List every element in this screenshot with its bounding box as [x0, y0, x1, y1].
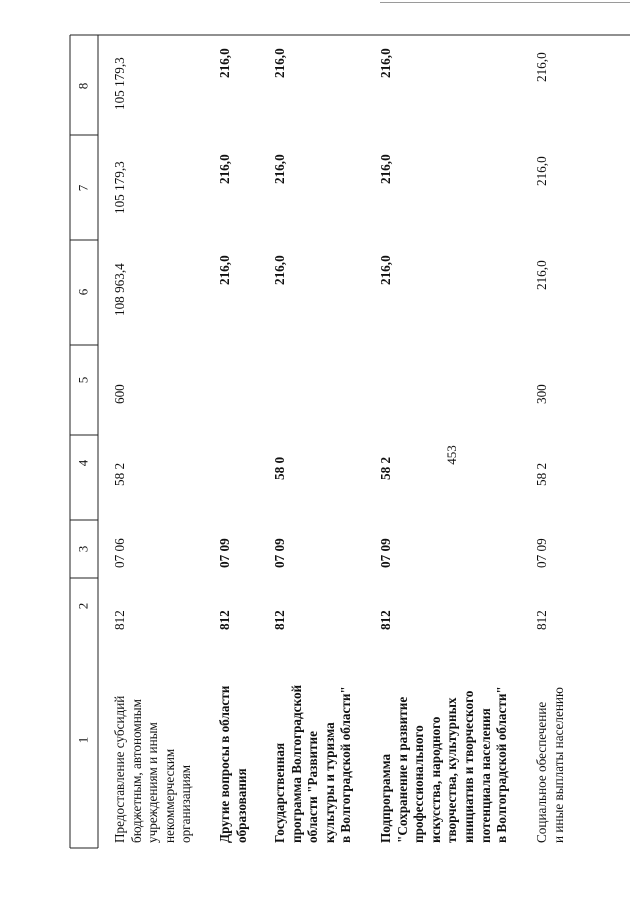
row-3-c3: 07 09 [378, 538, 393, 568]
row-3-c2: 812 [378, 610, 393, 630]
row-1-name [217, 686, 250, 843]
row-1-c7: 216,0 [217, 154, 232, 184]
row-1-name-line: образования [233, 768, 249, 843]
row-0-c4: 58 2 [112, 462, 127, 486]
row-0-c2: 812 [112, 610, 127, 630]
row-4-c8: 216,0 [534, 52, 549, 82]
row-2-name [272, 685, 355, 843]
row-3-c8: 216,0 [378, 48, 393, 78]
row-2-c8: 216,0 [272, 48, 287, 78]
row-3-c6: 216,0 [378, 255, 393, 285]
row-4-name-line: Социальное обеспечение [534, 701, 549, 843]
row-3-name-line: Подпрограмма [378, 753, 393, 843]
row-3-name-line: профессионального [411, 725, 427, 843]
header-col-6: 6 [75, 288, 91, 296]
row-0-name-line: организациям [178, 764, 194, 843]
row-0-name [112, 696, 195, 843]
header-col-7: 7 [75, 184, 91, 192]
row-1-name-line: Другие вопросы в области [217, 685, 232, 843]
row-2-name-line: культуры и туризма [321, 722, 337, 843]
header-col-1: 1 [75, 736, 91, 744]
row-0-c7: 105 179,3 [112, 161, 127, 214]
row-2-name-line: Государственная [272, 742, 287, 843]
row-0-name-line: Предоставление субсидий [112, 695, 127, 843]
row-1-c2: 812 [217, 610, 232, 630]
row-2-name-line: в Волгоградской области" [338, 686, 354, 843]
row-0-c5: 600 [112, 384, 127, 404]
row-2-c4: 58 0 [272, 456, 287, 480]
header-col-4: 4 [75, 459, 91, 467]
row-4-c7: 216,0 [534, 156, 549, 186]
row-0-c8: 105 179,3 [112, 57, 127, 110]
row-3-c7: 216,0 [378, 154, 393, 184]
header-col-5: 5 [75, 376, 91, 384]
row-2-c3: 07 09 [272, 538, 287, 568]
row-4-c6: 216,0 [534, 260, 549, 290]
row-3-name-line: в Волгоградской области" [494, 686, 510, 843]
row-0-name-line: учреждениям и иным [145, 722, 161, 843]
top-rule [380, 2, 630, 3]
row-2-c7: 216,0 [272, 154, 287, 184]
row-4-c5: 300 [534, 384, 549, 404]
row-1-c3: 07 09 [217, 538, 232, 568]
row-1-c8: 216,0 [217, 48, 232, 78]
row-0-c3: 07 06 [112, 538, 127, 568]
row-2-name-line: программа Волгоградской [288, 684, 304, 843]
row-3-name-line: потенциала населения [477, 708, 493, 843]
row-1-c6: 216,0 [217, 255, 232, 285]
row-4-c4: 58 2 [534, 462, 549, 486]
row-4-c2: 812 [534, 610, 549, 630]
row-0-name-line: некоммерческим [161, 748, 177, 843]
row-0-name-line: бюджетным, автономным [128, 699, 144, 843]
row-4-name-line: и иные выплаты населению [550, 687, 566, 843]
row-0-c6: 108 963,4 [112, 263, 127, 316]
row-4-name [534, 687, 567, 843]
row-3-name-line: искусства, народного [427, 716, 443, 843]
header-col-2: 2 [75, 602, 91, 610]
page-number: 453 [444, 445, 459, 465]
row-2-c2: 812 [272, 610, 287, 630]
row-2-c6: 216,0 [272, 255, 287, 285]
row-2-name-line: области "Развитие [305, 731, 321, 843]
header-col-8: 8 [75, 82, 91, 90]
header-col-3: 3 [75, 545, 91, 553]
row-4-c3: 07 09 [534, 538, 549, 568]
row-3-name-line: "Сохранение и развитие [394, 696, 410, 843]
row-3-name [378, 686, 511, 843]
row-3-name-line: творчества, культурных [444, 697, 460, 843]
row-3-name-line: инициатив и творческого [460, 690, 476, 843]
row-3-c4: 58 2 [378, 456, 393, 480]
